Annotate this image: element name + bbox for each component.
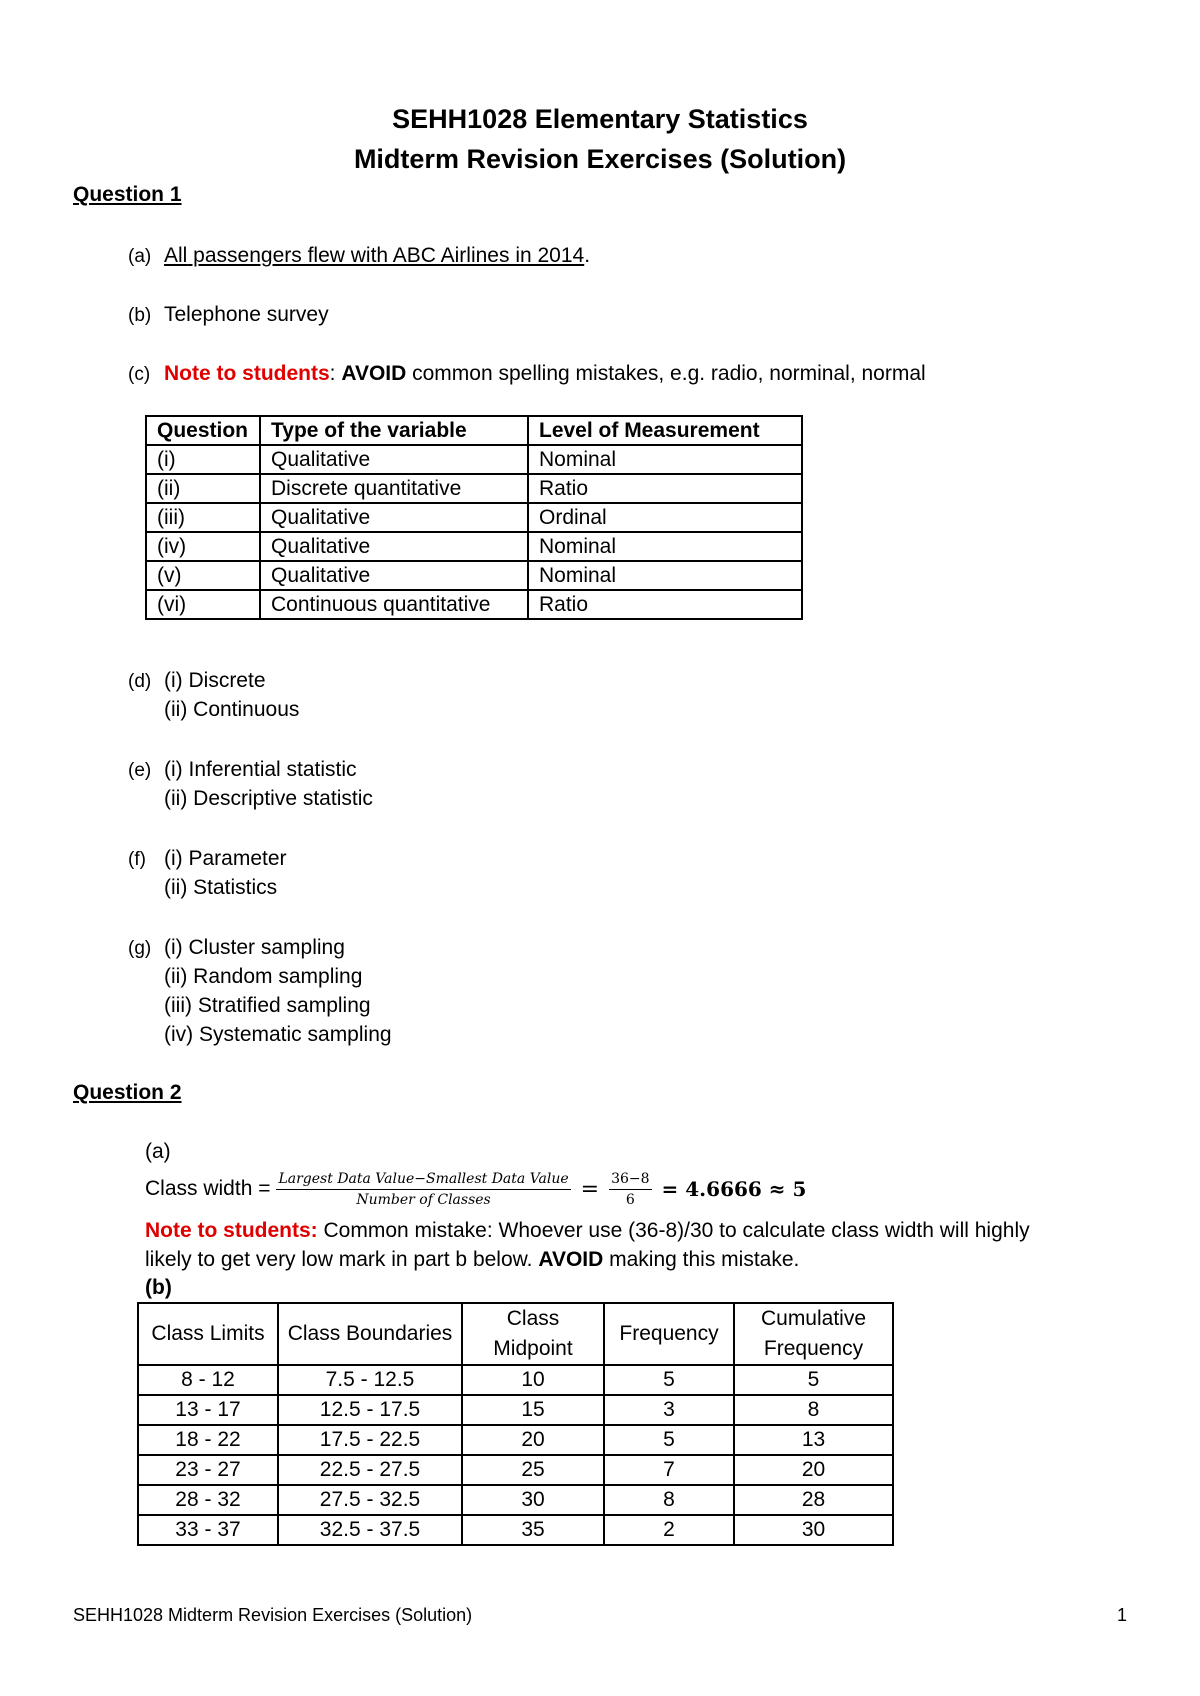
table-cell: Nominal	[528, 445, 802, 474]
table-row	[146, 532, 802, 561]
table-header-cell: Cumulative Frequency	[734, 1303, 893, 1365]
table-row	[146, 445, 802, 474]
fraction-numerator: 36−8	[609, 1171, 651, 1190]
table-cell: Ordinal	[528, 503, 802, 532]
table-header-row	[138, 1303, 893, 1365]
table-header-cell: Type of the variable	[260, 416, 528, 445]
table-cell: 7	[604, 1455, 734, 1485]
q2-note-line2	[145, 1248, 799, 1272]
table-cell: 28	[734, 1485, 893, 1515]
q1g-line: (iii) Stratified sampling	[164, 994, 371, 1017]
q1g-line: (ii) Random sampling	[164, 965, 363, 988]
q1c-note-label: Note to students	[164, 362, 330, 385]
table-cell: 2	[604, 1515, 734, 1545]
table-cell: (v)	[146, 561, 260, 590]
table-cell: Continuous quantitative	[260, 590, 528, 619]
q1d-label: (d)	[128, 671, 152, 692]
q2-note-text: Common mistake: Whoever use (36-8)/30 to calculate class width will highly	[317, 1219, 1030, 1242]
q2-note-label: Note to students:	[145, 1219, 318, 1242]
table-cell: 8	[734, 1395, 893, 1425]
table-cell: 15	[462, 1395, 604, 1425]
table-header-cell: Frequency	[604, 1303, 734, 1365]
table-row	[138, 1365, 893, 1395]
table-cell: 8	[604, 1485, 734, 1515]
q1g-line: (i) Cluster sampling	[164, 936, 345, 959]
question-2-heading: Question 2	[73, 1081, 182, 1104]
document-subtitle: Midterm Revision Exercises (Solution)	[353, 144, 847, 174]
table-cell: Qualitative	[260, 532, 528, 561]
q2b-label: (b)	[145, 1276, 172, 1299]
equals-sign: =	[580, 1176, 600, 1202]
table-cell: 20	[462, 1425, 604, 1455]
table-cell: 20	[734, 1455, 893, 1485]
table-cell: 5	[604, 1365, 734, 1395]
table-cell: Ratio	[528, 474, 802, 503]
q1a-period: .	[584, 244, 591, 267]
table-row	[146, 474, 802, 503]
fraction-denominator: Number of Classes	[356, 1191, 491, 1208]
table-cell: 8 - 12	[138, 1365, 278, 1395]
q1d-line: (ii) Continuous	[164, 698, 300, 721]
q2-note-line1	[145, 1219, 1030, 1243]
table-header-cell: Class Limits	[138, 1303, 278, 1365]
table-cell: 7.5 - 12.5	[278, 1365, 462, 1395]
q2a-label: (a)	[145, 1140, 171, 1163]
class-width-prefix: Class width =	[145, 1177, 271, 1200]
table-cell: 30	[462, 1485, 604, 1515]
table-cell: (iv)	[146, 532, 260, 561]
table-cell: Qualitative	[260, 561, 528, 590]
document-title: SEHH1028 Elementary Statistics	[392, 104, 808, 134]
table-cell: Qualitative	[260, 445, 528, 474]
table-cell: Ratio	[528, 590, 802, 619]
q1b-label: (b)	[128, 305, 152, 326]
table-header-row	[146, 416, 802, 445]
table-header-cell: Level of Measurement	[528, 416, 802, 445]
table-cell: 33 - 37	[138, 1515, 278, 1545]
page-number: 1	[1117, 1605, 1128, 1625]
table-cell: (iii)	[146, 503, 260, 532]
table-cell: Nominal	[528, 561, 802, 590]
q1f-line: (ii) Statistics	[164, 876, 278, 899]
table-cell: 18 - 22	[138, 1425, 278, 1455]
table-cell: 13 - 17	[138, 1395, 278, 1425]
table-cell: Discrete quantitative	[260, 474, 528, 503]
q1a-all: All	[164, 244, 188, 267]
table-cell: (vi)	[146, 590, 260, 619]
q2-note-line2-pre: likely to get very low mark in part b below.	[145, 1248, 539, 1271]
q2-note-avoid: AVOID	[538, 1248, 604, 1271]
table-cell: 5	[604, 1425, 734, 1455]
q1c-text: common spelling mistakes, e.g. radio, norminal, normal	[406, 362, 926, 385]
table-cell: 10	[462, 1365, 604, 1395]
q1g-line: (iv) Systematic sampling	[164, 1023, 392, 1046]
table-cell: Nominal	[528, 532, 802, 561]
table-cell: (i)	[146, 445, 260, 474]
table-cell: 30	[734, 1515, 893, 1545]
table-cell: Qualitative	[260, 503, 528, 532]
table-cell: 3	[604, 1395, 734, 1425]
q1a-label: (a)	[128, 246, 152, 267]
table-row	[138, 1485, 893, 1515]
table-cell: 17.5 - 22.5	[278, 1425, 462, 1455]
table-cell: 35	[462, 1515, 604, 1545]
q1b-answer: Telephone survey	[164, 303, 329, 326]
footer-text: SEHH1028 Midterm Revision Exercises (Solution)	[73, 1605, 473, 1625]
table-cell: 25	[462, 1455, 604, 1485]
table-cell: 5	[734, 1365, 893, 1395]
table-cell: 27.5 - 32.5	[278, 1485, 462, 1515]
q1a-rest: passengers flew with ABC Airlines in 2014	[187, 244, 585, 267]
table-row	[138, 1395, 893, 1425]
table-cell: 12.5 - 17.5	[278, 1395, 462, 1425]
table-cell: 13	[734, 1425, 893, 1455]
q1f-line: (i) Parameter	[164, 847, 287, 870]
table-cell: 32.5 - 37.5	[278, 1515, 462, 1545]
table-row	[146, 561, 802, 590]
q1c-label: (c)	[128, 364, 151, 385]
table-row	[146, 590, 802, 619]
fraction-numerator: Largest Data Value−Smallest Data Value	[276, 1171, 570, 1190]
table-header-cell: Class Boundaries	[278, 1303, 462, 1365]
q1f-label: (f)	[128, 849, 146, 870]
class-width-formula	[145, 1164, 806, 1214]
q1d-line: (i) Discrete	[164, 669, 266, 692]
q1e-line: (ii) Descriptive statistic	[164, 787, 373, 810]
table-header-cell: Question	[146, 416, 260, 445]
table-cell: 22.5 - 27.5	[278, 1455, 462, 1485]
table-row	[138, 1515, 893, 1545]
fraction-denominator: 6	[625, 1191, 635, 1208]
table-header-cell: Class Midpoint	[462, 1303, 604, 1365]
q1a-answer	[164, 244, 590, 268]
q1e-line: (i) Inferential statistic	[164, 758, 357, 781]
table-row	[138, 1455, 893, 1485]
q1c-colon: :	[329, 362, 342, 385]
table-row	[138, 1425, 893, 1455]
q1e-label: (e)	[128, 760, 152, 781]
table-cell: 28 - 32	[138, 1485, 278, 1515]
numeric-fraction	[609, 1171, 651, 1208]
table-cell: 23 - 27	[138, 1455, 278, 1485]
q2-note-line2-post: making this mistake.	[603, 1248, 800, 1271]
q1c-note	[164, 362, 926, 386]
table-row	[146, 503, 802, 532]
class-width-result: = 4.6666 ≈ 5	[661, 1177, 807, 1201]
class-width-fraction	[276, 1171, 570, 1208]
question-1-heading: Question 1	[73, 183, 182, 206]
frequency-table	[137, 1302, 894, 1546]
table-cell: (ii)	[146, 474, 260, 503]
q1c-avoid: AVOID	[341, 362, 407, 385]
variable-table	[145, 415, 803, 620]
q1g-label: (g)	[128, 938, 152, 959]
